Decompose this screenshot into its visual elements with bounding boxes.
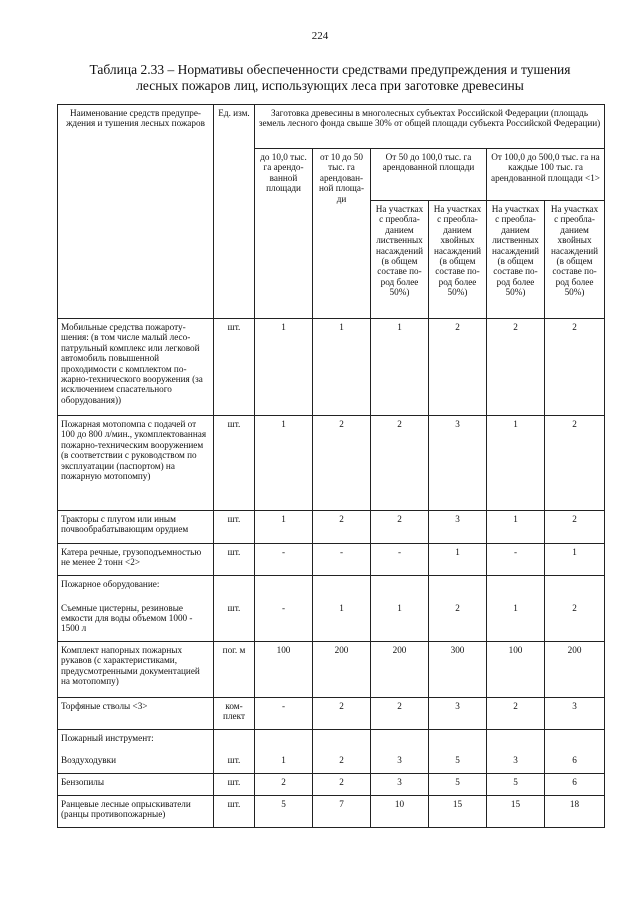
- row-value: 2: [371, 698, 429, 730]
- header-col-up-to-10: до 10,0 тыс. га арендованной площади: [255, 149, 313, 319]
- row-name: Мобильные средства пожаротушения: (в том числе малый лесопатрульный комплекс или легковой автомобиль повышенной проходимости с комплектом пожарно-технического вооружения (за исключением спасательного оборудования)): [58, 319, 214, 416]
- row-name: Бензопилы: [58, 774, 214, 796]
- row-unit: шт.: [214, 600, 255, 642]
- row-value: 100: [487, 642, 545, 698]
- row-unit: шт.: [214, 796, 255, 828]
- subheader-deciduous: На участках с преобладанием лиственных насаждений (в общем составе пород более 50%): [371, 201, 429, 319]
- table-title-line-2: лесных пожаров лиц, использующих леса при заготовке древесины: [136, 78, 524, 93]
- row-value: 5: [429, 774, 487, 796]
- row-unit: шт.: [214, 544, 255, 576]
- row-value: 2: [371, 511, 429, 544]
- table-title-line-1: Таблица 2.33 – Нормативы обеспеченности средствами предупреждения и тушения: [89, 62, 571, 77]
- table-row: [58, 642, 605, 698]
- row-value: 1: [255, 319, 313, 416]
- row-unit: шт.: [214, 511, 255, 544]
- table-row: [58, 544, 605, 576]
- table-row: [58, 416, 605, 511]
- row-value: 1: [487, 511, 545, 544]
- row-name: Съемные цистерны, резиновые емкости для воды объемом 1000 - 1500 л: [58, 600, 214, 642]
- table-row: [58, 600, 605, 642]
- subheader-conifer: На участках с преобладанием хвойных насаждений (в общем составе пород более 50%): [429, 201, 487, 319]
- row-value: 2: [313, 511, 371, 544]
- table-row: [58, 774, 605, 796]
- row-value: 2: [545, 511, 605, 544]
- row-value: 2: [487, 319, 545, 416]
- header-name: Наименование средств предупреждения и тушения лесных пожаров: [58, 105, 214, 319]
- row-value: 5: [255, 796, 313, 828]
- table-row: [58, 698, 605, 730]
- row-value: 2: [429, 319, 487, 416]
- row-value: 6: [545, 774, 605, 796]
- row-unit: шт.: [214, 752, 255, 774]
- row-value: 1: [255, 511, 313, 544]
- header-col-50-100: От 50 до 100,0 тыс. га арендованной площади: [371, 149, 487, 201]
- row-value: 1: [487, 600, 545, 642]
- row-name: Ранцевые лесные опрыскиватели (ранцы противопожарные): [58, 796, 214, 828]
- row-value: 3: [371, 752, 429, 774]
- row-value: 2: [313, 774, 371, 796]
- row-value: 2: [371, 416, 429, 511]
- section-header-fire-equipment: Пожарное оборудование:: [58, 576, 214, 600]
- row-value: 6: [545, 752, 605, 774]
- row-value: 3: [429, 511, 487, 544]
- table-row: [58, 752, 605, 774]
- row-value: 1: [545, 544, 605, 576]
- section-header-fire-tools: Пожарный инструмент:: [58, 730, 214, 752]
- row-name: Воздуходувки: [58, 752, 214, 774]
- row-value: 2: [545, 319, 605, 416]
- row-value: 3: [545, 698, 605, 730]
- row-value: 2: [255, 774, 313, 796]
- row-value: 10: [371, 796, 429, 828]
- row-value: 300: [429, 642, 487, 698]
- row-unit: шт.: [214, 319, 255, 416]
- row-value: -: [255, 544, 313, 576]
- row-value: 1: [255, 752, 313, 774]
- row-value: 1: [255, 416, 313, 511]
- row-value: 18: [545, 796, 605, 828]
- row-name: Торфяные стволы <3>: [58, 698, 214, 730]
- row-value: -: [371, 544, 429, 576]
- row-value: 3: [429, 416, 487, 511]
- row-value: 200: [313, 642, 371, 698]
- row-name: Комплект напорных пожарных рукавов (с характеристиками, предусмотренными документацией на мотопомпу): [58, 642, 214, 698]
- header-col-10-50: от 10 до 50 тыс. га арендованной площади: [313, 149, 371, 319]
- row-value: 3: [429, 698, 487, 730]
- norms-table: [57, 104, 605, 828]
- row-name: Тракторы с плугом или иным почвообрабатывающим орудием: [58, 511, 214, 544]
- header-group: Заготовка древесины в многолесных субъектах Российской Федерации (площадь земель лесного фонда свыше 30% от общей площади субъекта Российской Федерации): [255, 105, 605, 149]
- row-value: 2: [313, 698, 371, 730]
- row-value: 3: [371, 774, 429, 796]
- row-value: -: [255, 698, 313, 730]
- row-value: -: [313, 544, 371, 576]
- row-value: 1: [371, 319, 429, 416]
- table-row: [58, 319, 605, 416]
- header-col-100-500: От 100,0 до 500,0 тыс. га на каждые 100 тыс. га арендованной площади <1>: [487, 149, 605, 201]
- row-value: -: [487, 544, 545, 576]
- row-value: 1: [313, 319, 371, 416]
- section-header-row: [58, 730, 605, 752]
- row-value: 200: [545, 642, 605, 698]
- row-value: 100: [255, 642, 313, 698]
- subheader-conifer: На участках с преобладанием хвойных насаждений (в общем составе пород более 50%): [545, 201, 605, 319]
- row-value: 5: [429, 752, 487, 774]
- row-value: 2: [487, 698, 545, 730]
- row-value: 2: [545, 416, 605, 511]
- row-value: 2: [429, 600, 487, 642]
- row-unit: комплект: [214, 698, 255, 730]
- row-name: Пожарная мотопомпа с подачей от 100 до 800 л/мин., укомплектованная пожарно-техническим вооружением (в соответствии с руководством по эксплуатации (паспортом) на пожарную мотопомпу): [58, 416, 214, 511]
- row-unit: пог. м: [214, 642, 255, 698]
- section-header-row: [58, 576, 605, 600]
- table-row: [58, 796, 605, 828]
- page-number: 224: [311, 30, 329, 42]
- row-value: 2: [545, 600, 605, 642]
- row-value: -: [255, 600, 313, 642]
- row-value: 5: [487, 774, 545, 796]
- table-row: [58, 511, 605, 544]
- header-unit: Ед. изм.: [214, 105, 255, 319]
- row-value: 7: [313, 796, 371, 828]
- row-unit: шт.: [214, 416, 255, 511]
- row-value: 200: [371, 642, 429, 698]
- row-value: 1: [487, 416, 545, 511]
- row-value: 1: [371, 600, 429, 642]
- row-value: 3: [487, 752, 545, 774]
- row-value: 2: [313, 752, 371, 774]
- subheader-deciduous: На участках с преобладанием лиственных насаждений (в общем составе пород более 50%): [487, 201, 545, 319]
- row-value: 2: [313, 416, 371, 511]
- table-title: [70, 62, 590, 94]
- row-value: 1: [429, 544, 487, 576]
- row-unit: шт.: [214, 774, 255, 796]
- row-value: 15: [487, 796, 545, 828]
- row-name: Катера речные, грузоподъемностью не менее 2 тонн <2>: [58, 544, 214, 576]
- row-value: 15: [429, 796, 487, 828]
- row-value: 1: [313, 600, 371, 642]
